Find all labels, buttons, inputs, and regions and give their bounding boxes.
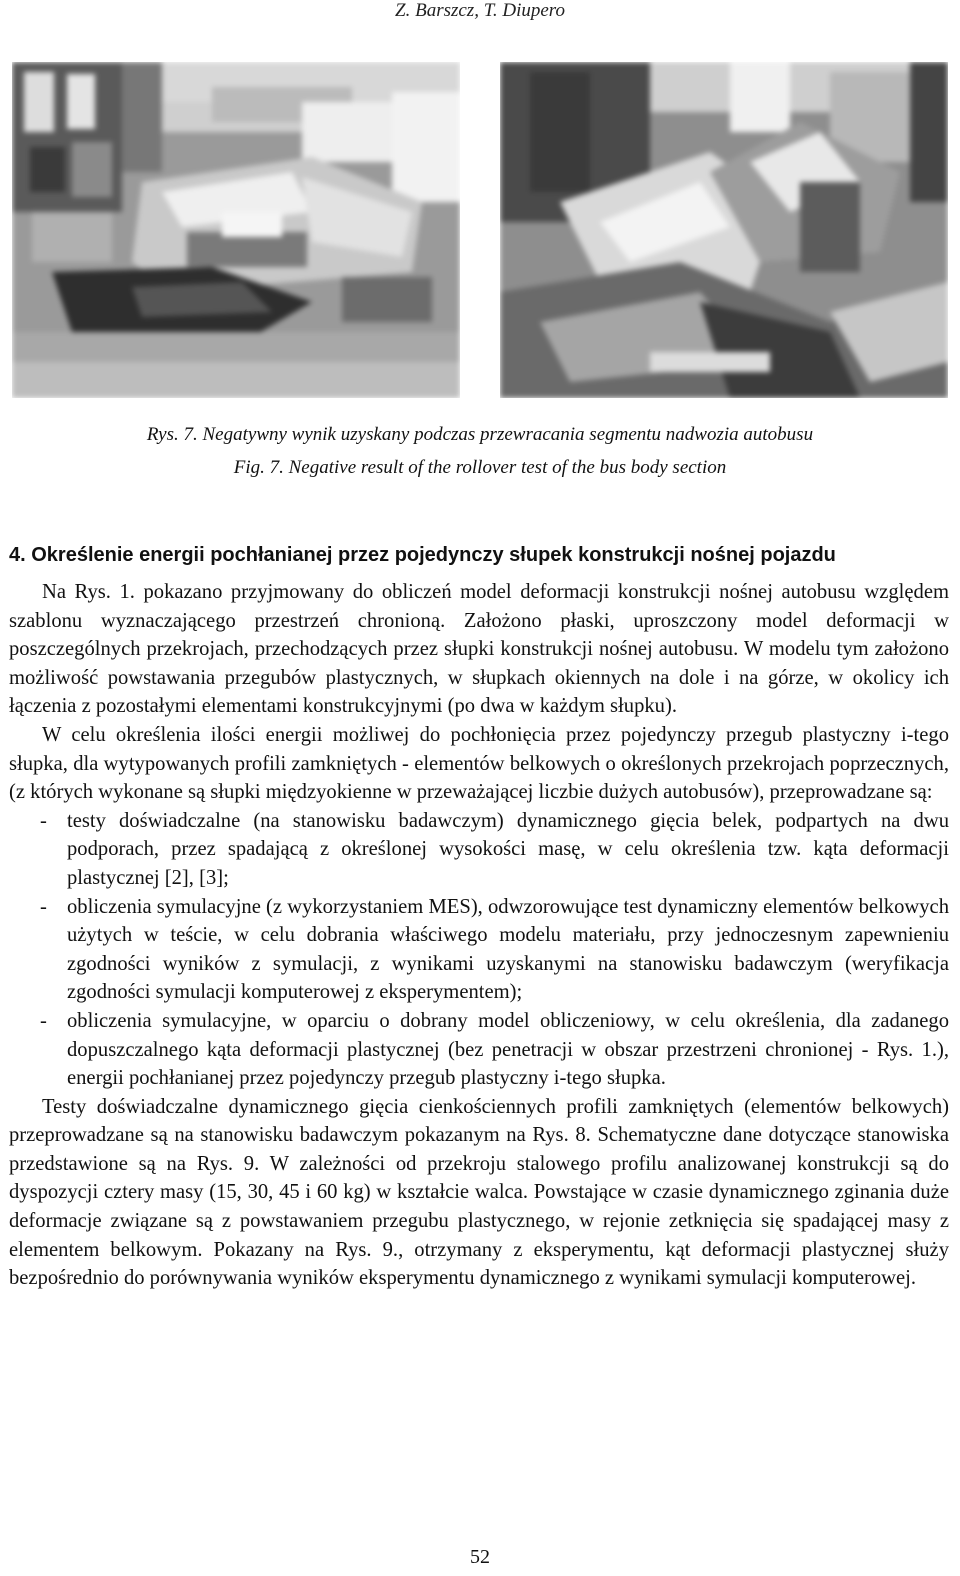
section-heading: 4. Określenie energii pochłanianej przez pojedynczy słupek konstrukcji nośnej pojazdu <box>9 544 836 566</box>
paragraph-1: Na Rys. 1. pokazano przyjmowany do obliczeń model deformacji konstrukcji nośnej autobusu względem szablonu wyznaczającego przestrzeń chronioną. Założono płaski, uproszczony model deformacji w poszczególnych przekrojach, przechodzących przez słupki konstrukcji nośnej autobusu. W modelu tym założono możliwość powstawania przegubów plastycznych, w słupkach okiennych na dole i na górze, w okolicy ich łączenia z pozostałymi elementami konstrukcyjnymi (po dwa w każdym słupku). <box>9 581 949 718</box>
figure-caption-english: Fig. 7. Negative result of the rollover test of the bus body section <box>233 457 727 478</box>
figure-photo-right <box>500 62 948 398</box>
body-text <box>9 578 949 1293</box>
bullet-list <box>9 807 949 1093</box>
paragraph-3: Testy doświadczalne dynamicznego gięcia cienkościennych profili zamkniętych (elementów belkowych) przeprowadzane są na stanowisku badawczym pokazanym na Rys. 8. Schematyczne dane dotyczące stanowiska przedstawione są na Rys. 9. W zależności od przekroju stalowego profilu analizowanej konstrukcji są do dyspozycji cztery masy (15, 30, 45 i 60 kg) w kształcie walca. Powstające w czasie dynamicznego zginania duże deformacje związane są z powstawaniem przegubu plastycznego, w rejonie zetknięcia się spadającej masy z elementem belkowym. Pokazany na Rys. 9., otrzymany z eksperymentu, kąt deformacji plastycznej służy bezpośrednio do porównywania wyników eksperymentu dynamicznego z wynikami symulacji komputerowej. <box>9 1095 949 1290</box>
list-dash: - <box>40 809 47 832</box>
list-item-text: obliczenia symulacyjne, w oparciu o dobrany model obliczeniowy, w celu określenia, dla zadanego dopuszczalnego kąta deformacji plastycznej (bez penetracji w obszar przestrzeni chronionej - Rys. 1.), energii pochłanianej przez pojedynczy przegub plastyczny i-tego słupka. <box>67 1009 949 1090</box>
list-item <box>9 893 949 1007</box>
list-item <box>9 807 949 893</box>
running-header: Z. Barszcz, T. Diupero <box>395 0 565 21</box>
figure-photo-left <box>12 62 460 398</box>
paragraph-2: W celu określenia ilości energii możliwej do pochłonięcia przez pojedynczy przegub plastyczny i-tego słupka, dla wytypowanych profili zamkniętych - elementów belkowych o określonych przekrojach poprzecznych, (z których wykonane są słupki międzyokienne w przeważającej liczbie dużych autobusów), przeprowadzane są: <box>9 723 949 804</box>
figure-caption-polish: Rys. 7. Negatywny wynik uzyskany podczas przewracania segmentu nadwozia autobusu <box>146 424 814 445</box>
page-number: 52 <box>470 1546 490 1568</box>
list-dash: - <box>40 1009 47 1032</box>
list-item-text: testy doświadczalne (na stanowisku badawczym) dynamicznego gięcia belek, podpartych na dwu podporach, przez spadającą z określonej wysokości masę, w celu określenia tzw. kąta deformacji plastycznej [2], [3]; <box>67 809 949 889</box>
list-item <box>9 1007 949 1093</box>
list-item-text: obliczenia symulacyjne (z wykorzystaniem MES), odwzorowujące test dynamiczny elementów belkowych użytych w teście, w celu dobrania właściwego modelu materiału, przy jednoczesnym zapewnieniu zgodności wyników z symulacji, z wynikami uzyskanymi na stanowisku badawczym (weryfikacja zgodności symulacji komputerowej z eksperymentem); <box>67 895 949 1004</box>
list-dash: - <box>40 895 47 918</box>
